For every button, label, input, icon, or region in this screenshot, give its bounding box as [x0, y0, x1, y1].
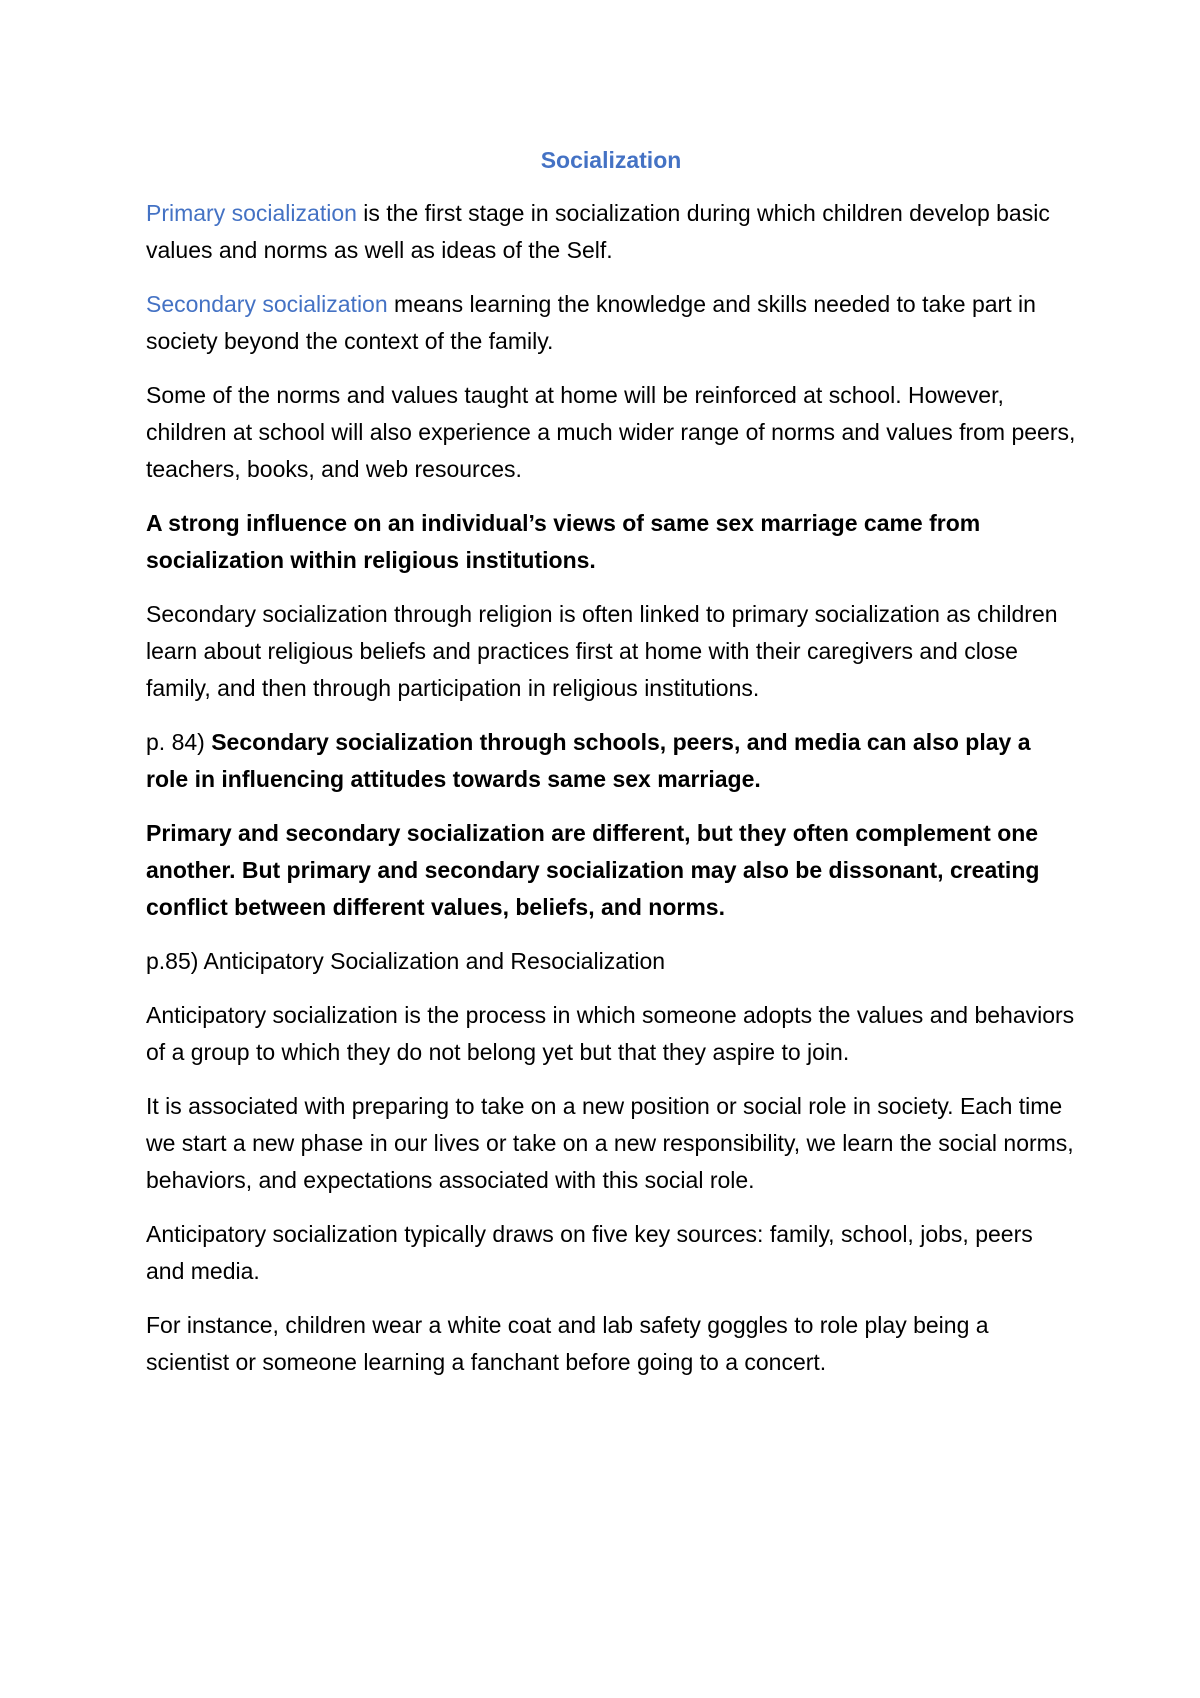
page-reference: p. 84): [146, 729, 212, 755]
paragraph-secondary-socialization: [146, 286, 1076, 360]
paragraph-example: For instance, children wear a white coat and lab safety goggles to role play being a scientist or someone learning a fanchant before going to a concert.: [146, 1312, 989, 1375]
paragraph-text: means learning the knowledge and skills needed to take part in society beyond the context of the family.: [146, 291, 1036, 354]
paragraph-complement-dissonant: Primary and secondary socialization are different, but they often complement one another. But primary and secondary socialization may also be dissonant, creating conflict between different values, beliefs, and norms.: [146, 820, 1040, 920]
paragraph-primary-socialization: [146, 195, 1076, 269]
term-primary-socialization: Primary socialization: [146, 200, 357, 226]
paragraph-text: is the first stage in socialization during which children develop basic values and norms as well as ideas of the Self.: [146, 200, 1050, 263]
section-heading-anticipatory: p.85) Anticipatory Socialization and Resocialization: [146, 948, 666, 974]
document-title: Socialization: [540, 147, 682, 173]
paragraph-anticipatory-definition: Anticipatory socialization is the process in which someone adopts the values and behaviors of a group to which they do not belong yet but that they aspire to join.: [146, 1002, 1075, 1065]
paragraph-text: Secondary socialization through schools, peers, and media can also play a role in influencing attitudes towards same sex marriage.: [146, 729, 1031, 792]
paragraph-p84: [146, 724, 1076, 798]
paragraph-key-sources: Anticipatory socialization typically draws on five key sources: family, school, jobs, peers and media.: [146, 1221, 1033, 1284]
paragraph-norms-at-school: Some of the norms and values taught at home will be reinforced at school. However, children at school will also experience a much wider range of norms and values from peers, teachers, books, and web resources.: [146, 382, 1076, 482]
document-body: [146, 145, 1076, 1398]
term-secondary-socialization: Secondary socialization: [146, 291, 388, 317]
paragraph-religion: Secondary socialization through religion is often linked to primary socialization as children learn about religious beliefs and practices first at home with their caregivers and close family, and then through participation in religious institutions.: [146, 601, 1058, 701]
paragraph-new-position: It is associated with preparing to take on a new position or social role in society. Each time we start a new phase in our lives or take on a new responsibility, we learn the social norms, behaviors, and expectations associated with this social role.: [146, 1093, 1074, 1193]
paragraph-strong-influence: A strong influence on an individual’s views of same sex marriage came from socialization within religious institutions.: [146, 510, 981, 573]
